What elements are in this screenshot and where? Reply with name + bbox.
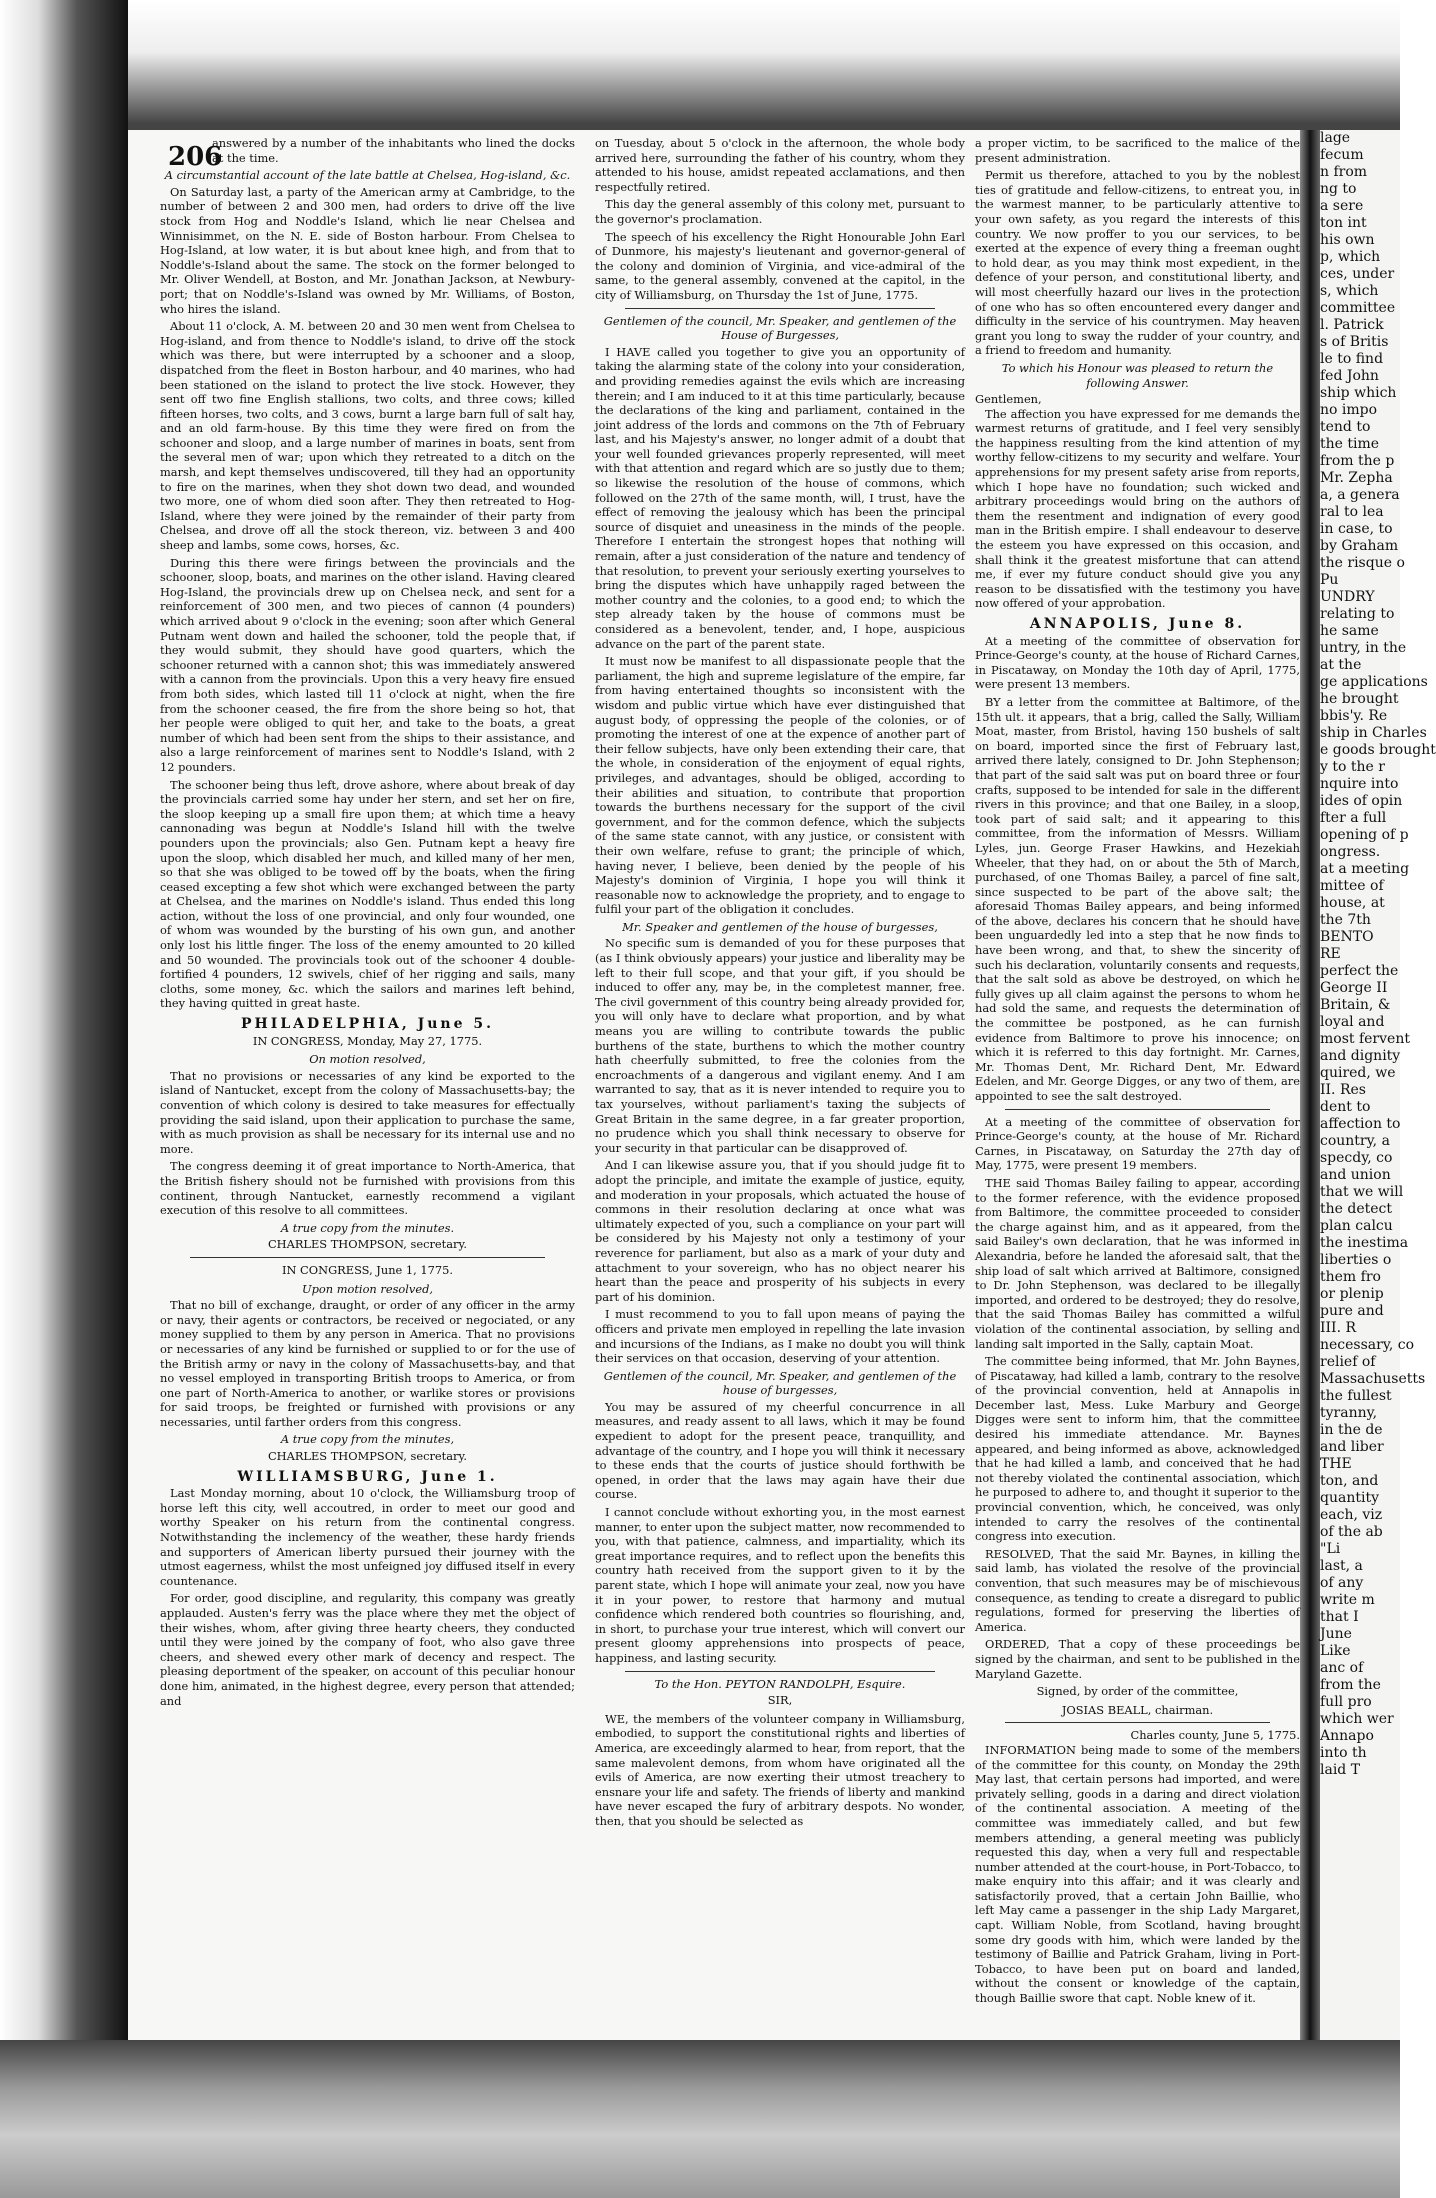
next-page-line: Like [1320, 1643, 1351, 1659]
next-page-line: that I [1320, 1609, 1359, 1625]
left-binding-shadow [0, 0, 128, 2198]
col2-address-heading-3: Gentlemen of the council, Mr. Speaker, and gentlemen of the house of burgesses, [603, 1368, 957, 1398]
col2-paragraph: This day the general assembly of this colony met, pursuant to the governor's proclamation. [595, 197, 965, 226]
next-page-line: at the [1320, 657, 1362, 673]
next-page-line: dent to [1320, 1099, 1371, 1115]
next-page-line: most fervent [1320, 1031, 1410, 1047]
col2-paragraph: I cannot conclude without exhorting you, in the most earnest manner, to enter upon the subject matter, now recommended to you, with that patience, calmness, and impartiality, which its great importance requires, and to reflect upon the benefits this country hath received from the support given to it by the parent state, which I hope will animate your zeal, now you have it in your power, to restore that harmony and mutual confidence which rendered both countries so flourishing, and, in short, to purchase your true interest, which will convert our present gloomy apprehensions into prospects of peace, happiness, and lasting security. [595, 1505, 965, 1665]
next-page-line: house, at [1320, 895, 1385, 911]
next-page-line: fecum [1320, 147, 1364, 163]
next-page-line: the fullest [1320, 1388, 1392, 1404]
next-page-line: n from [1320, 164, 1368, 180]
col1-signature: CHARLES THOMPSON, secretary. [267, 1237, 468, 1252]
col3-paragraph: INFORMATION being made to some of the members of the committee for this county, on Monday the 29th May last, that certain persons had imported, and were privately selling, goods in a daring and direct violation of the continental association. A meeting of the committee was immediately called, and but few members attending, a general meeting was publicly requested this day, when a very full and respectable number attended at the court-house, in Port-Tobacco, to make enquiry into this affair; and it was clearly and satisfactorily proved, that a certain John Baillie, who left May came a passenger in the ship Lady Margaret, capt. William Noble, from Scotland, having brought some dry goods with him, which were landed by the testimony of Baillie and Patrick Graham, living in Port-Tobacco, to have been put on board and landed, without the consent or knowledge of the captain, though Baillie swore that capt. Noble knew of it. [975, 1742, 1300, 2006]
next-page-line: y to the r [1320, 759, 1385, 775]
col3-paragraph: THE said Thomas Bailey failing to appear, according to the former reference, with the evidence proposed from Baltimore, the committee proceeded to consider the charge against him, and as it appeared, from the said Bailey's own declaration, that he was informed in Alexandria, before he landed the aforesaid salt, that the ship load of salt which arrived at Baltimore, consigned to Dr. John Stephenson, was declared to be illegally imported, and ordered to be destroyed; they do resolve, that the said Thomas Bailey has committed a wilful violation of the continental association, by selling and landing salt imported in the Sally, captain Moat. [975, 1175, 1300, 1351]
next-page-line: e goods brought [1320, 742, 1436, 758]
col3-paragraph: a proper victim, to be sacrificed to the malice of the present administration. [975, 136, 1300, 165]
next-page-line: ides of opin [1320, 793, 1403, 809]
col2-paragraph: on Tuesday, about 5 o'clock in the afternoon, the whole body arrived here, surrounding the father of his country, whom they attended to his house, amidst repeated acclamations, and then respectfully retired. [595, 136, 965, 194]
col2-paragraph: WE, the members of the volunteer company in Williamsburg, embodied, to support the constitutional rights and liberties of America, are exceedingly alarmed to hear, from report, that the same malevolent demons, from whom have originated all the evils of America, are now exerting their utmost treachery to ensnare your life and safety. The friends of liberty and mankind have never escaped the fury of arbitrary despots. No wonder, then, that you should be selected as [595, 1711, 965, 1828]
next-page-line: from the p [1320, 453, 1395, 469]
next-page-line: he brought [1320, 691, 1399, 707]
next-page-line: relating to [1320, 606, 1395, 622]
next-page-line: pure and [1320, 1303, 1384, 1319]
col2-address-heading-2: Mr. Speaker and gentlemen of the house of burgesses, [622, 919, 938, 934]
col3-paragraph: ORDERED, That a copy of these proceedings be signed by the chairman, and sent to be published in the Maryland Gazette. [975, 1637, 1300, 1681]
col1-lead: answered by a number of the inhabitants who lined the docks at the time. [212, 136, 575, 165]
divider [625, 308, 935, 309]
next-page-line: s of Britis [1320, 334, 1389, 350]
col1-resolved: On motion resolved, [309, 1052, 426, 1067]
divider [190, 1257, 545, 1258]
next-page-line: ton, and [1320, 1473, 1379, 1489]
col1-paragraph: The congress deeming it of great importance to North-America, that the British fishery should not be furnished with provisions from this continent, through Nantucket, earnestly recommend a vigilant execution of this resolve to all committees. [160, 1159, 575, 1218]
next-page-line: THE [1320, 1456, 1352, 1472]
col2-letter-heading: To the Hon. PEYTON RANDOLPH, Esquire. [654, 1676, 906, 1691]
next-page-line: plan calcu [1320, 1218, 1393, 1234]
next-page-line: at a meeting [1320, 861, 1410, 877]
next-page-line: le to find [1320, 351, 1384, 367]
next-page-line: ces, under [1320, 266, 1395, 282]
next-page-line: the inestima [1320, 1235, 1409, 1251]
next-page-line: "Li [1320, 1541, 1341, 1557]
col3-paragraph: At a meeting of the committee of observation for Prince-George's county, at the house of Mr. Richard Carnes, in Piscataway, on Saturday the 27th day of May, 1775, were present 19 members. [975, 1114, 1300, 1173]
next-page-line: the detect [1320, 1201, 1393, 1217]
next-page-line: Pu [1320, 572, 1339, 588]
bottom-edge-shadow [0, 2040, 1400, 2198]
col1-paragraph: About 11 o'clock, A. M. between 20 and 30 men went from Chelsea to Hog-island, and from thence to Noddle's island, to drive off the stock which was there, but were interrupted by a schooner and a sloop, dispatched from the fleet in Boston harbour, and 40 marines, who had been stationed on the island to protect the live stock. However, they sent off two fine English stallions, two colts, and three cows; killed fifteen horses, two colts, and 3 cows, burnt a large barn full of salt hay, and an old farm-house. By this time they were fired on from the schooner and sloop, and a large number of marines in boats, sent from the several men of war; upon which they retreated to a ditch on the marsh, and kept themselves undiscovered, till they had an opportunity to fire on the marines, when they shot down two dead, and wounded two more, one of whom died soon after. They then retreated to Hog-Island, where they were joined by the remainder of their party from Chelsea, and drove off all the stock thereon, viz. between 3 and 400 sheep and lambs, some cows, horses, &c. [160, 319, 575, 553]
next-page-line: no impo [1320, 402, 1378, 418]
next-page-line: anc of [1320, 1660, 1364, 1676]
next-page-line: fed John [1320, 368, 1379, 384]
next-page-line: perfect the [1320, 963, 1399, 979]
next-page-line: and liber [1320, 1439, 1384, 1455]
col1-heading-williamsburg: WILLIAMSBURG, June 1. [237, 1468, 498, 1485]
next-page-line: necessary, co [1320, 1337, 1415, 1353]
col1-paragraph: That no provisions or necessaries of any kind be exported to the island of Nantucket, except from the colony of Massachusetts-bay; the convention of which colony is desired to take measures for effectually providing the said island, upon their application to purchase the same, with as much provision as shall be necessary for its internal use and no more. [160, 1068, 575, 1156]
next-page-line: and dignity [1320, 1048, 1401, 1064]
next-page-line: ship in Charles [1320, 725, 1427, 741]
column-1 [160, 136, 575, 2026]
next-page-line: affection to [1320, 1116, 1401, 1132]
col1-paragraph: That no bill of exchange, draught, or order of any officer in the army or navy, their agents or contractors, be received or negociated, or any money supplied to them by any person in America. That no provisions or necessaries of any kind be furnished or supplied to or for the use of the British army or navy in the colony of Massachusetts-bay, and that no vessel employed in transporting British troops to America, or from one part of North-America to another, or warlike stores or provisions for said troops, be freighted or furnished with provisions or any necessaries, until farther orders from this congress. [160, 1298, 575, 1429]
next-page-line: country, a [1320, 1133, 1390, 1149]
next-page-line: tyranny, [1320, 1405, 1378, 1421]
next-page-line: last, a [1320, 1558, 1363, 1574]
page-number: 206 [168, 142, 223, 172]
next-page-line: committee [1320, 300, 1396, 316]
col2-paragraph: And I can likewise assure you, that if you should judge fit to adopt the principle, and imitate the example of justice, equity, and moderation in your proposals, which actuated the house of commons in their resolution declaring at once what was ultimately expected of you, such a compliance on your part will be considered by his Majesty not only a testimony of your reverence for parliament, but also as a mark of your duty and attachment to your sovereign, who has no object nearer his heart than the peace and prosperity of his subjects in every part of his dominion. [595, 1158, 965, 1304]
col2-paragraph: You may be assured of my cheerful concurrence in all measures, and ready assent to all laws, which it may be found expedient to adopt for the present peace, tranquillity, and advantage of the country, and I hope you will think it necessary to these ends that the courts of justice should forthwith be opened, in order that the laws may again have their due course. [595, 1399, 965, 1502]
col2-paragraph: The speech of his excellency the Right Honourable John Earl of Dunmore, his majesty's lieutenant and governor-general of the colony and dominion of Virginia, and vice-admiral of the same, to the general assembly, convened at the capitol, in the city of Williamsburg, on Thursday the 1st of June, 1775. [595, 229, 965, 302]
col2-address-heading: Gentlemen of the council, Mr. Speaker, and gentlemen of the House of Burgesses, [603, 313, 957, 343]
col3-signed: Signed, by order of the committee, [1036, 1684, 1239, 1699]
col3-dateline: Charles county, June 5, 1775. [1130, 1728, 1300, 1743]
col1-paragraph: During this there were firings between the provincials and the schooner, sloop, boats, and marines on the other island. Having cleared Hog-Island, the provincials drew up on Chelsea neck, and sent for a reinforcement of 300 men, and two pieces of cannon (4 pounders) which arrived about 9 o'clock in the evening; soon after which General Putnam went down and hailed the schooner, told the people that, if they would submit, they should have good quarters, which the schooner returned with a cannon shot; this was immediately answered with a cannon from the provincials. Upon this a very heavy fire ensued from both sides, which lasted till 11 o'clock at night, when the fire from the schooner ceased, the fire from the shore being so hot, that her people were obliged to quit her, and take to the boats, a great number of which had been sent from the ships to their assistance, and also a large reinforcement of marines sent to Noddle's Island, with 2 12 pounders. [160, 555, 575, 774]
next-page-line: that we will [1320, 1184, 1404, 1200]
col2-paragraph: It must now be manifest to all dispassionate people that the parliament, the high and supreme legislature of the empire, far from having entertained thoughts so inconsistent with the wisdom and public virtue which have ever distinguished that august body, of oppressing the people of the colonies, or of promoting the interest of one at the expence of another part of their fellow subjects, have only been extending their care, that the whole, in consideration of the enjoyment of equal rights, privileges, and advantages, should be obliged, according to their abilities and situation, to contribute that proportion towards the burthens necessary for the support of the civil government, and for the common defence, which the subjects of the same state cannot, with any justice, or consistent with their own welfare, refuse to grant; the principle of which, having never, I believe, been denied by the people of his Majesty's dominion of Virginia, I hope you will think it reasonable now to acknowledge the propriety, and to engage to fulfil your part of the obligation it concludes. [595, 654, 965, 917]
next-page-line: of any [1320, 1575, 1364, 1591]
next-page-line: from the [1320, 1677, 1381, 1693]
next-page-line: which wer [1320, 1711, 1394, 1727]
next-page-line: into th [1320, 1745, 1367, 1761]
col3-answer-heading: To which his Honour was pleased to return the following Answer. [1001, 360, 1274, 390]
divider [1005, 1109, 1270, 1110]
col2-paragraph: I HAVE called you together to give you an opportunity of taking the alarming state of the colony into your consideration, and providing remedies against the evils which are increasing therein; and I am induced to it at this time particularly, because the declarations of the king and parliament, contained in the joint address of the lords and commons on the 7th of February last, and his Majesty's answer, no longer admit of a doubt that your well founded grievances properly represented, will meet with that attention and regard which are so justly due to them; so likewise the resolution of the house of commons, which followed on the 27th of the same month, will, I trust, have the effect of removing the jealousy which has been the principal source of disquiet and uneasiness in the minds of the people. Therefore I entertain the strongest hopes that nothing will remain, after a just consideration of the nature and tendency of that resolution, to prevent your seriously exerting yourselves to bring the disputes which have unhappily raged between the mother country and the colonies, to a good end; to which the step already taken by the house of commons must be considered as a benevolent, tender, and, I hope, auspicious advance on the part of the parent state. [595, 344, 965, 651]
col2-paragraph: No specific sum is demanded of you for these purposes that (as I think obviously appears) your justice and liberality may be left to their full scope, and that your gift, if you should be induced to offer any, may be, in the completest manner, free. The civil government of this country being already provided for, you will only have to declare what proportion, and by what means you are willing to contribute towards the public burthens of the state, burthens to which the mother country hath cheerfully submitted, to free the colonies from the encroachments of a dangerous and vigilant enemy. And I am warranted to say, that as it is never intended to require you to tax yourselves, without parliament's taxing the subjects of Great Britain in the same degree, in a far greater proportion, no prudence which you shall think necessary to observe for your security in that particular can be disapproved of. [595, 936, 965, 1155]
col1-paragraph: For order, good discipline, and regularity, this company was greatly applauded. Austen's ferry was the place where they met the object of their wishes, whom, after giving three hearty cheers, they conducted until they were joined by the company of foot, who also gave three cheers, and shewed every other mark of decency and respect. The pleasing deportment of the speaker, on account of this peculiar honour done him, animated, in the highest degree, every person that attended; and [160, 1591, 575, 1708]
col1-resolved-2: Upon motion resolved, [301, 1281, 434, 1296]
col1-true-copy: A true copy from the minutes. [280, 1220, 455, 1235]
divider [625, 1671, 935, 1672]
col1-paragraph: The schooner being thus left, drove ashore, where about break of day the provincials carried some hay under her stern, and set her on fire, the sloop keeping up a small fire upon them; at which time a heavy cannonading was begun at Noddle's Island hill with the twelve pounders upon the provincials; also Gen. Putnam kept a heavy fire upon the sloop, which disabled her much, and killed many of her men, so that she was obliged to be towed off by the boats, when the firing ceased excepting a few shot which were exchanged between the party at Chelsea, and the marines on Noddle's island. Thus ended this long action, without the loss of one provincial, and only four wounded, one of whom was wounded by the bursting of his own gun, and another only lost his little finger. The loss of the enemy amounted to 20 killed and 50 wounded. The provincials took out of the schooner 4 double-fortified 4 pounders, 12 swivels, chief of her rigging and sails, many cloths, some money, &c. which the sailors and marines left behind, they having quitted in great haste. [160, 777, 575, 1011]
next-page-line: ng to [1320, 181, 1357, 197]
next-page-line: mittee of [1320, 878, 1384, 894]
next-page-line: write m [1320, 1592, 1375, 1608]
next-page-fragment [1320, 130, 1436, 2040]
next-page-line: or plenip [1320, 1286, 1384, 1302]
col3-paragraph: Permit us therefore, attached to you by the noblest ties of gratitude and fellow-citizens, to entreat you, in the warmest manner, to be particularly attentive to your own safety, as you regard the interests of this country. We now proffer to you our services, to be exerted at the expence of every thing a freeman ought to hold dear, as you may think most expedient, in the defence of your person, and constitutional liberty, and will most cheerfully hazard our lives in the protection of one who has so often encountered every danger and difficulty in the service of his countrymen. May heaven grant you long to sway the rudder of your country, and a friend to freedom and humanity. [975, 168, 1300, 358]
col3-salutation: Gentlemen, [975, 392, 1042, 407]
next-page-line: the 7th [1320, 912, 1371, 928]
col3-signature: JOSIAS BEALL, chairman. [1061, 1702, 1214, 1717]
next-page-line: loyal and [1320, 1014, 1385, 1030]
next-page-line: relief of [1320, 1354, 1376, 1370]
next-page-line: a, a genera [1320, 487, 1400, 503]
next-page-line: ral to lea [1320, 504, 1384, 520]
col3-paragraph: RESOLVED, That the said Mr. Baynes, in killing the said lamb, has violated the resolve of the provincial convention, that such measures may be of mischievous consequence, as tending to create a disregard to public regulations, formed for preserving the liberties of America. [975, 1546, 1300, 1634]
next-page-line: full pro [1320, 1694, 1372, 1710]
col1-true-copy-2: A true copy from the minutes, [280, 1432, 455, 1447]
next-page-line: tend to [1320, 419, 1371, 435]
next-page-line: George II [1320, 980, 1388, 996]
col1-paragraph: Last Monday morning, about 10 o'clock, the Williamsburg troop of horse left this city, well accoutred, in order to meet our good and worthy Speaker on his return from the continental congress. Notwithstanding the inclemency of the weather, these hardy friends and supporters of American liberty pursued their journey with the utmost eagerness, whilst the most unfeigned joy diffused itself in every countenance. [160, 1486, 575, 1588]
col1-signature-2: CHARLES THOMPSON, secretary. [267, 1449, 468, 1464]
next-page-line: he same [1320, 623, 1379, 639]
col3-paragraph: BY a letter from the committee at Baltimore, of the 15th ult. it appears, that a brig, called the Sally, William Moat, master, from Bristol, having 150 bushels of salt on board, imported since the first of February last, arrived there lately, consigned to Dr. John Stephenson; that part of the said salt was put on board three or four crafts, supposed to be intended for sale in the different rivers in this province; and that one Bailey, in a sloop, took part of said salt; and it appearing to this committee, from the information of Messrs. William Lyles, jun. George Fraser Hawkins, and Hezekiah Wheeler, that they had, on or about the 5th of March, purchased, of one Thomas Bailey, a parcel of fine salt, since suspected to be part of the above salt; the aforesaid Thomas Bailey appears, and being informed of the above, declares his concern that he should have been unguardedly led into a step that he now finds to have been wrong, and that, to shew the sincerity of such his declaration, voluntarily consents and requests, that the salt sold as above be destroyed, on which he fully gives up all claim against the persons to whom he had sold the same, and requests the determination of the committee be postponed, as he can furnish evidence from Baltimore to prove his innocence; on which it is referred to this day fortnight. Mr. Carnes, Mr. Thomas Dent, Mr. Richard Dent, Mr. Edward Edelen, and Mr. George Digges, or any two of them, are appointed to see the salt destroyed. [975, 694, 1300, 1103]
next-page-line: fter a full [1320, 810, 1387, 826]
col3-paragraph: The affection you have expressed for me demands the warmest returns of gratitude, and I feel very sensibly the happiness resulting from the kind attention of my worthy fellow-citizens to my security and welfare. Your apprehensions for my present safety arise from reports, which I hope have no foundation; such wicked and arbitrary proceedings would bring on the authors of them the resentment and indignation of every good man in the British empire. I shall endeavour to deserve the esteem you have expressed on this occasion, and shall think it the greatest misfortune that can attend me, if ever my future conduct should give you any reason to be dissatisfied with the testimony you have now offered of your approbation. [975, 406, 1300, 611]
next-page-line: ge applications [1320, 674, 1428, 690]
next-page-line: by Graham [1320, 538, 1399, 554]
next-page-line: nquire into [1320, 776, 1399, 792]
next-page-line: and union [1320, 1167, 1391, 1183]
next-page-line: p, which [1320, 249, 1381, 265]
col3-paragraph: At a meeting of the committee of observation for Prince-George's county, at the house of Richard Carnes, in Piscataway, on Monday the 10th day of April, 1775, were present 13 members. [975, 633, 1300, 692]
next-page-line: l. Patrick [1320, 317, 1384, 333]
next-page-line: June [1320, 1626, 1352, 1642]
column-2 [595, 136, 965, 2026]
next-page-line: Mr. Zepha [1320, 470, 1393, 486]
column-3 [975, 136, 1300, 2026]
col1-heading-battle: A circumstantial account of the late battle at Chelsea, Hog-island, &c. [164, 168, 571, 183]
top-edge-shadow [128, 0, 1400, 130]
next-page-line: the risque o [1320, 555, 1405, 571]
next-page-line: Massachusetts [1320, 1371, 1426, 1387]
next-page-line: specdy, co [1320, 1150, 1393, 1166]
col1-congress-dateline-2: IN CONGRESS, June 1, 1775. [281, 1262, 454, 1277]
next-page-line: III. R [1320, 1320, 1357, 1336]
next-page-line: laid T [1320, 1762, 1361, 1778]
next-page-line: s, which [1320, 283, 1379, 299]
next-page-line: them fro [1320, 1269, 1381, 1285]
next-page-line: II. Res [1320, 1082, 1366, 1098]
col2-salutation: SIR, [767, 1693, 793, 1708]
next-page-line: quantity [1320, 1490, 1379, 1506]
next-page-line: of the ab [1320, 1524, 1383, 1540]
divider [1005, 1722, 1270, 1723]
next-page-line: Britain, & [1320, 997, 1391, 1013]
next-page-line: ship which [1320, 385, 1397, 401]
next-page-line: BENTO [1320, 929, 1374, 945]
next-page-line: liberties o [1320, 1252, 1392, 1268]
col3-paragraph: The committee being informed, that Mr. John Baynes, of Piscataway, had killed a lamb, contrary to the resolve of the provincial convention, held at Annapolis in December last, Mess. Luke Marbury and George Digges were sent to inform him, that the committee desired his immediate attendance. Mr. Baynes appeared, and being informed as above, acknowledged that he had killed a lamb, and conceived that he had not thereby violated the continental association, which he purposed to adhere to, and thought it superior to the provincial convention, which, he conceived, was only intended to carry the resolves of the continental congress into execution. [975, 1354, 1300, 1544]
col1-heading-philadelphia: PHILADELPHIA, June 5. [241, 1016, 494, 1033]
col1-paragraph: On Saturday last, a party of the American army at Cambridge, to the number of between 2 and 300 men, had orders to drive off the live stock from Hog and Noddle's Island, which lie near Chelsea and Winnisimmet, on the N. E. side of Boston harbour. From Chelsea to Hog-Island, at low water, it is but about knee high, and from that to Noddle's-Island about the same. The stock on the former belonged to Mr. Oliver Wendell, at Boston, and Mr. Jonathan Jackson, at Newbury-port; that on Noddle's-Island was owned by Mr. Williams, of Boston, who hires the island. [160, 184, 575, 316]
next-page-line: Annapo [1320, 1728, 1374, 1744]
next-page-line: quired, we [1320, 1065, 1396, 1081]
col1-congress-dateline: IN CONGRESS, Monday, May 27, 1775. [252, 1033, 483, 1048]
next-page-line: a sere [1320, 198, 1364, 214]
next-page-line: lage [1320, 130, 1351, 146]
next-page-line: opening of p [1320, 827, 1409, 843]
right-gutter-shadow [1300, 130, 1320, 2040]
next-page-line: his own [1320, 232, 1375, 248]
col3-heading-annapolis: ANNAPOLIS, June 8. [1029, 616, 1246, 632]
next-page-line: the time [1320, 436, 1380, 452]
next-page-line: in the de [1320, 1422, 1383, 1438]
next-page-line: in case, to [1320, 521, 1393, 537]
next-page-line: untry, in the [1320, 640, 1407, 656]
next-page-line: ongress. [1320, 844, 1381, 860]
next-page-line: ton int [1320, 215, 1367, 231]
next-page-line: bbis'y. Re [1320, 708, 1388, 724]
next-page-line: RE [1320, 946, 1341, 962]
next-page-line: UNDRY [1320, 589, 1375, 605]
next-page-line: each, viz [1320, 1507, 1383, 1523]
col2-paragraph: I must recommend to you to fall upon means of paying the officers and private men employed in repelling the late invasion and incursions of the Indians, as I make no doubt you will think their services on that occasion, deserving of your attention. [595, 1307, 965, 1366]
